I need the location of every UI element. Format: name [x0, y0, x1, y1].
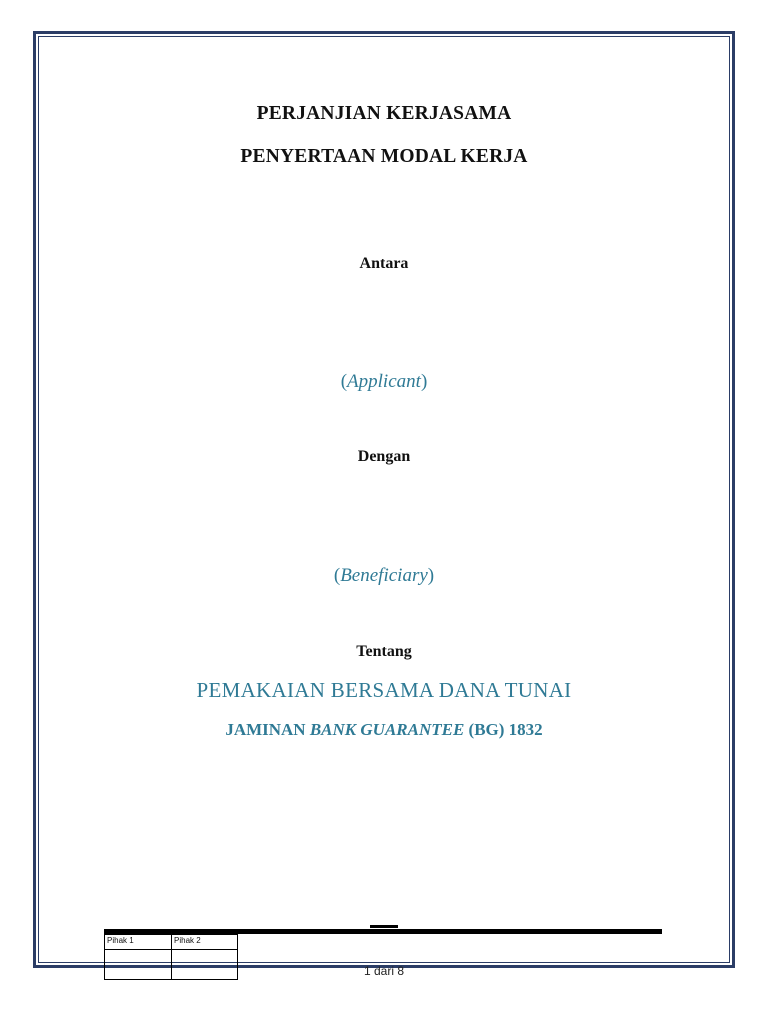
between-label: Antara: [359, 255, 409, 272]
page-number: 1 dari 8: [363, 964, 405, 978]
subject-line2-italic: BANK GUARANTEE: [309, 720, 465, 739]
party1-close-paren: ): [420, 371, 428, 392]
subject-line2-prefix: JAMINAN: [225, 720, 310, 739]
sign-col-pihak1: Pihak 1: [105, 935, 172, 950]
party2-close-paren: ): [427, 565, 435, 586]
signature-table: [104, 934, 238, 980]
sign-col-pihak2: Pihak 2: [172, 935, 238, 950]
page-border-inner: [38, 36, 730, 963]
document-title-line2: PENYERTAAN MODAL KERJA: [240, 146, 528, 167]
sign-box-pihak1[interactable]: [105, 950, 172, 980]
party2-line: [0, 565, 768, 587]
party2-open-paren: (: [333, 565, 341, 586]
footer-mark: [370, 925, 398, 928]
document-title-line1: PERJANJIAN KERJASAMA: [256, 103, 512, 124]
party1-open-paren: (: [340, 371, 348, 392]
subject-line2-suffix: (BG) 1832: [464, 720, 543, 739]
subject-line1: PEMAKAIAN BERSAMA DANA TUNAI: [196, 678, 572, 702]
sign-box-pihak2[interactable]: [172, 950, 238, 980]
about-label: Tentang: [356, 643, 412, 660]
with-label: Dengan: [357, 448, 411, 465]
party1-line: [0, 371, 768, 393]
party2-name: Beneficiary: [340, 565, 428, 586]
subject-line2: [0, 720, 768, 740]
party1-name: Applicant: [347, 371, 421, 392]
